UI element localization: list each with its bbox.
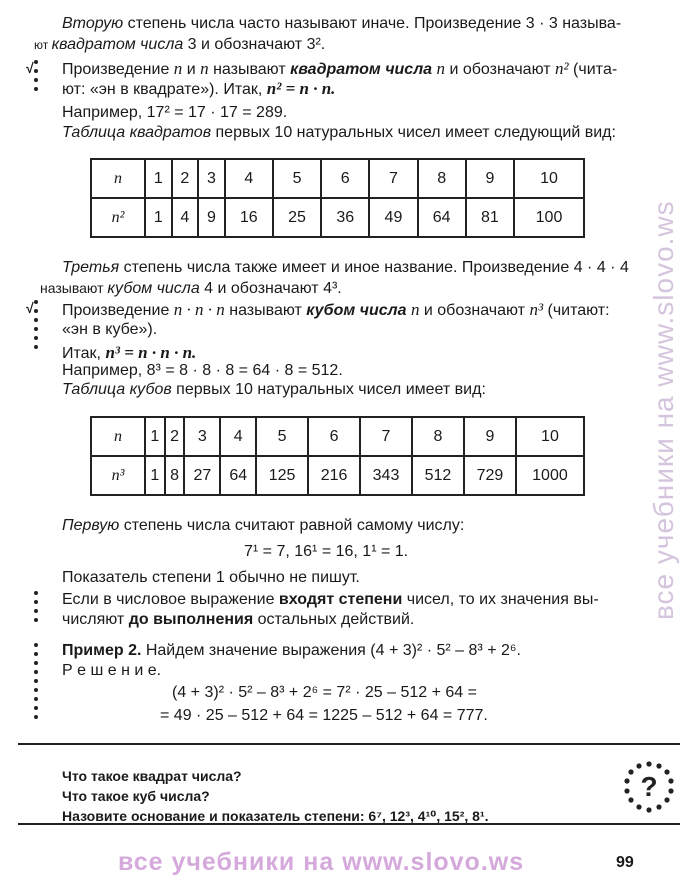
def-cube-line1: Произведение n · n · n называют кубом числа n и обозначают n³ (читают: (62, 300, 610, 319)
cube-table-row-n3 (91, 456, 584, 495)
table-cell: 1 (145, 456, 165, 495)
table-cell: 7 (369, 159, 417, 198)
svg-text:?: ? (640, 771, 658, 802)
para1-line2 (34, 35, 325, 55)
table-cell: 8 (412, 417, 464, 456)
square-formula: n² = n · n. (266, 79, 336, 98)
example2-solution-label: Р е ш е н и е. (62, 662, 162, 679)
para1-line1 (62, 14, 621, 34)
table-cell: 729 (464, 456, 516, 495)
table-cell: 10 (514, 159, 584, 198)
table-cell: n³ (91, 456, 145, 495)
table-cell: 64 (418, 198, 466, 237)
first-power-note: Показатель степени 1 обычно не пишут. (62, 569, 360, 586)
definition-marker-square (32, 60, 40, 96)
question-mark-icon (622, 760, 676, 814)
rule-line1: Если в числовое выражение входят степени чисел, то их значения вы- (62, 591, 599, 608)
definition-check-icon: √ (26, 300, 34, 316)
table-cell: 27 (184, 456, 220, 495)
table-cell: 2 (165, 417, 185, 456)
table-cell: 1 (145, 198, 172, 237)
table-cell: 100 (514, 198, 584, 237)
table-cell: 6 (308, 417, 360, 456)
example-cube: Например, 8³ = 8 · 8 · 8 = 64 · 8 = 512. (62, 362, 343, 379)
example2-heading: Пример 2. Найдем значение выражения (4 + 3)² · 5² – 8³ + 2⁶. (62, 642, 521, 659)
cube-table-intro: Таблица кубов первых 10 натуральных чисел имеет вид: (62, 381, 486, 398)
table-cell: 25 (273, 198, 321, 237)
table-cell: n (91, 417, 145, 456)
cube-formula: n³ = n · n · n. (105, 343, 197, 362)
page-number: 99 (616, 854, 634, 871)
table-cell: 4 (172, 198, 199, 237)
table-cell: 5 (256, 417, 308, 456)
table-cell: 8 (165, 456, 185, 495)
table-cell: 216 (308, 456, 360, 495)
def-cube-line3: Итак, n³ = n · n · n. (62, 343, 197, 362)
table-cell: 9 (466, 159, 514, 198)
def-cube-line2: «эн в кубе»). (62, 321, 158, 338)
table-cell: 49 (369, 198, 417, 237)
para1-line1-text: степень числа часто называют иначе. Произведение 3 · 3 называ- (123, 15, 622, 32)
table-cell: 2 (172, 159, 199, 198)
term-square: квадратом числа (290, 61, 433, 78)
para1-italic: Вторую (62, 15, 124, 32)
table-cell: 81 (466, 198, 514, 237)
side-watermark: все учебники на www.slovo.ws (648, 200, 679, 620)
divider-bottom (18, 823, 680, 825)
table-cell: 6 (321, 159, 369, 198)
table-cell: 3 (198, 159, 225, 198)
table-cell: 1 (145, 417, 165, 456)
example-square: Например, 17² = 17 · 17 = 289. (62, 104, 288, 121)
square-table-row-n (91, 159, 584, 198)
review-questions (62, 766, 489, 826)
table-cell: 5 (273, 159, 321, 198)
para1-term: квадратом числа (51, 36, 184, 53)
square-table (90, 158, 585, 238)
table-cell: 36 (321, 198, 369, 237)
question-item: Что такое квадрат числа? (62, 768, 242, 784)
table-cell: 9 (198, 198, 225, 237)
table-cell: 7 (360, 417, 412, 456)
example2-calc-line2: = 49 · 25 – 512 + 64 = 1225 – 512 + 64 = 777. (160, 707, 488, 724)
para1-prefix: ют (34, 38, 52, 52)
question-item: Что такое куб числа? (62, 788, 210, 804)
bottom-watermark: все учебники на www.slovo.ws (118, 848, 525, 876)
definition-marker-cube (32, 300, 40, 354)
square-table-intro: Таблица квадратов первых 10 натуральных чисел имеет следующий вид: (62, 124, 616, 141)
table-cell: 9 (464, 417, 516, 456)
example-marker (32, 643, 40, 724)
rule-marker (32, 591, 40, 627)
table-cell: 4 (220, 417, 256, 456)
cube-table (90, 416, 585, 496)
para1-line2-text: 3 и обозначают 3². (183, 36, 326, 53)
example2-calc-line1: (4 + 3)² · 5² – 8³ + 2⁶ = 7² · 25 – 512 + 64 = (172, 684, 477, 701)
first-power-formula: 7¹ = 7, 16¹ = 16, 1¹ = 1. (244, 543, 409, 560)
question-item: Назовите основание и показатель степени: 6⁷, 12³, 4¹⁰, 15², 8¹. (62, 808, 489, 824)
cube-table-row-n (91, 417, 584, 456)
table-cell: n² (91, 198, 145, 237)
para-cube-line1: Третья степень числа также имеет и иное название. Произведение 4 · 4 · 4 (62, 259, 629, 276)
def-square-line1: Произведение n и n называют квадратом числа n и обозначают n² (читa- (62, 59, 618, 78)
def-square-line2: ют: «эн в квадрате»). Итак, n² = n · n. (62, 79, 336, 98)
table-cell: 1 (145, 159, 172, 198)
table-cell: 1000 (516, 456, 584, 495)
table-cell: 64 (220, 456, 256, 495)
definition-check-icon: √ (26, 60, 34, 76)
table-cell: 343 (360, 456, 412, 495)
divider-top (18, 743, 680, 745)
table-cell: 3 (184, 417, 220, 456)
rule-line2: числяют до выполнения остальных действий. (62, 611, 415, 628)
table-cell: 512 (412, 456, 464, 495)
para-cube-line2: называют кубом числа 4 и обозначают 4³. (40, 280, 342, 297)
table-cell: 8 (418, 159, 466, 198)
table-cell: 125 (256, 456, 308, 495)
table-cell: 16 (225, 198, 273, 237)
term-cube: кубом числа (306, 302, 407, 319)
table-cell: 4 (225, 159, 273, 198)
square-table-row-n2 (91, 198, 584, 237)
table-cell: n (91, 159, 145, 198)
table-cell: 10 (516, 417, 584, 456)
first-power-text: Первую степень числа считают равной самому числу: (62, 517, 465, 534)
